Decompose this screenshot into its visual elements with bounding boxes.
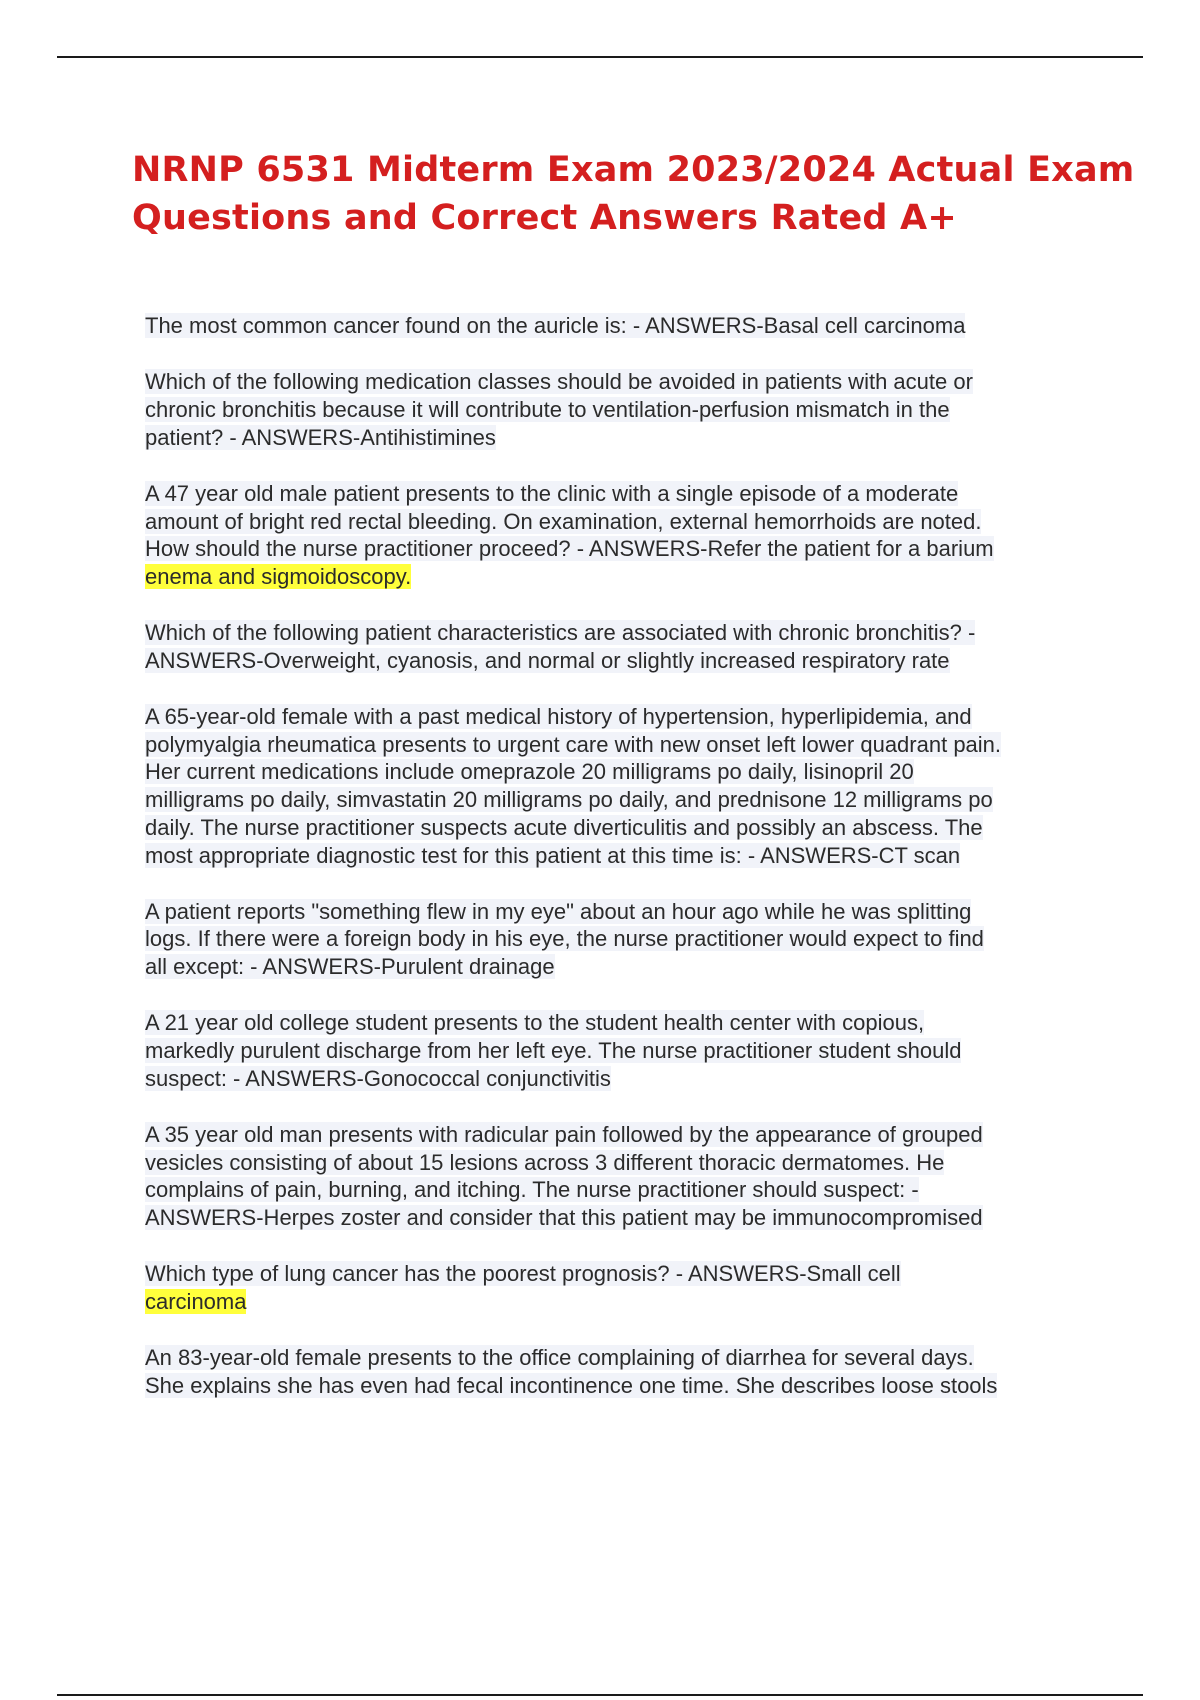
qa-text-line: most appropriate diagnostic test for this patient at this time is: - ANSWERS-CT scan xyxy=(145,842,961,868)
qa-item xyxy=(145,1009,1085,1092)
qa-item xyxy=(145,1121,1085,1232)
highlighted-text: carcinoma xyxy=(145,1288,247,1314)
qa-item xyxy=(145,480,1085,591)
qa-text-line: vesicles consisting of about 15 lesions across 3 different thoracic dermatomes. He xyxy=(145,1149,945,1175)
qa-text-line: How should the nurse practitioner proceed? - ANSWERS-Refer the patient for a barium xyxy=(145,536,994,562)
qa-text-line: Which of the following medication classes should be avoided in patients with acute or xyxy=(145,369,973,395)
qa-text-line: ANSWERS-Herpes zoster and consider that this patient may be immunocompromised xyxy=(145,1205,983,1231)
qa-list xyxy=(145,312,1085,1428)
qa-item xyxy=(145,703,1085,869)
qa-text-line: polymyalgia rheumatica presents to urgent care with new onset left lower quadrant pain. xyxy=(145,731,1002,757)
qa-text-line: Which of the following patient characteristics are associated with chronic bronchitis? - xyxy=(145,620,976,646)
document-title xyxy=(132,146,1135,242)
top-rule xyxy=(57,56,1143,58)
qa-item xyxy=(145,1260,1085,1315)
qa-text-line: Which type of lung cancer has the poorest prognosis? - ANSWERS-Small cell xyxy=(145,1261,901,1287)
qa-text-line: complains of pain, burning, and itching. The nurse practitioner should suspect: - xyxy=(145,1177,919,1203)
qa-text-line: She explains she has even had fecal incontinence one time. She describes loose stools xyxy=(145,1372,998,1398)
qa-text-line: daily. The nurse practitioner suspects acute diverticulitis and possibly an abscess. The xyxy=(145,814,983,840)
title-line: NRNP 6531 Midterm Exam 2023/2024 Actual Exam xyxy=(132,150,1135,190)
qa-text-line: A 21 year old college student presents to the student health center with copious, xyxy=(145,1010,925,1036)
qa-text-line: chronic bronchitis because it will contribute to ventilation-perfusion mismatch in the xyxy=(145,396,950,422)
qa-item xyxy=(145,1344,1085,1399)
qa-text-line: logs. If there were a foreign body in his eye, the nurse practitioner would expect to find xyxy=(145,926,984,952)
bottom-rule xyxy=(57,1694,1143,1696)
qa-text-line: An 83-year-old female presents to the office complaining of diarrhea for several days. xyxy=(145,1345,974,1371)
qa-text-line: The most common cancer found on the auricle is: - ANSWERS-Basal cell carcinoma xyxy=(145,313,966,338)
qa-item xyxy=(145,619,1085,674)
qa-text-line: markedly purulent discharge from her left eye. The nurse practitioner student should xyxy=(145,1038,962,1064)
title-line: Questions and Correct Answers Rated A+ xyxy=(132,198,957,238)
qa-text-line: A 35 year old man presents with radicular pain followed by the appearance of grouped xyxy=(145,1121,983,1147)
qa-text-line: patient? - ANSWERS-Antihistimines xyxy=(145,424,496,450)
qa-text-line: ANSWERS-Overweight, cyanosis, and normal or slightly increased respiratory rate xyxy=(145,647,950,673)
qa-item xyxy=(145,898,1085,981)
highlighted-text: enema and sigmoidoscopy. xyxy=(145,563,412,589)
qa-text-line: amount of bright red rectal bleeding. On examination, external hemorrhoids are noted. xyxy=(145,508,982,534)
qa-text-line: milligrams po daily, simvastatin 20 milligrams po daily, and prednisone 12 milligrams po xyxy=(145,787,993,813)
qa-text-line: A 65-year-old female with a past medical history of hypertension, hyperlipidemia, and xyxy=(145,704,972,730)
qa-text-line: Her current medications include omeprazole 20 milligrams po daily, lisinopril 20 xyxy=(145,759,914,785)
qa-item xyxy=(145,368,1085,451)
qa-item xyxy=(145,312,1085,340)
qa-text-line: all except: - ANSWERS-Purulent drainage xyxy=(145,954,555,980)
qa-text-line: A patient reports "something flew in my eye" about an hour ago while he was splitting xyxy=(145,898,972,924)
qa-text-line: suspect: - ANSWERS-Gonococcal conjunctivitis xyxy=(145,1065,611,1091)
qa-text-line: A 47 year old male patient presents to the clinic with a single episode of a moderate xyxy=(145,480,959,506)
